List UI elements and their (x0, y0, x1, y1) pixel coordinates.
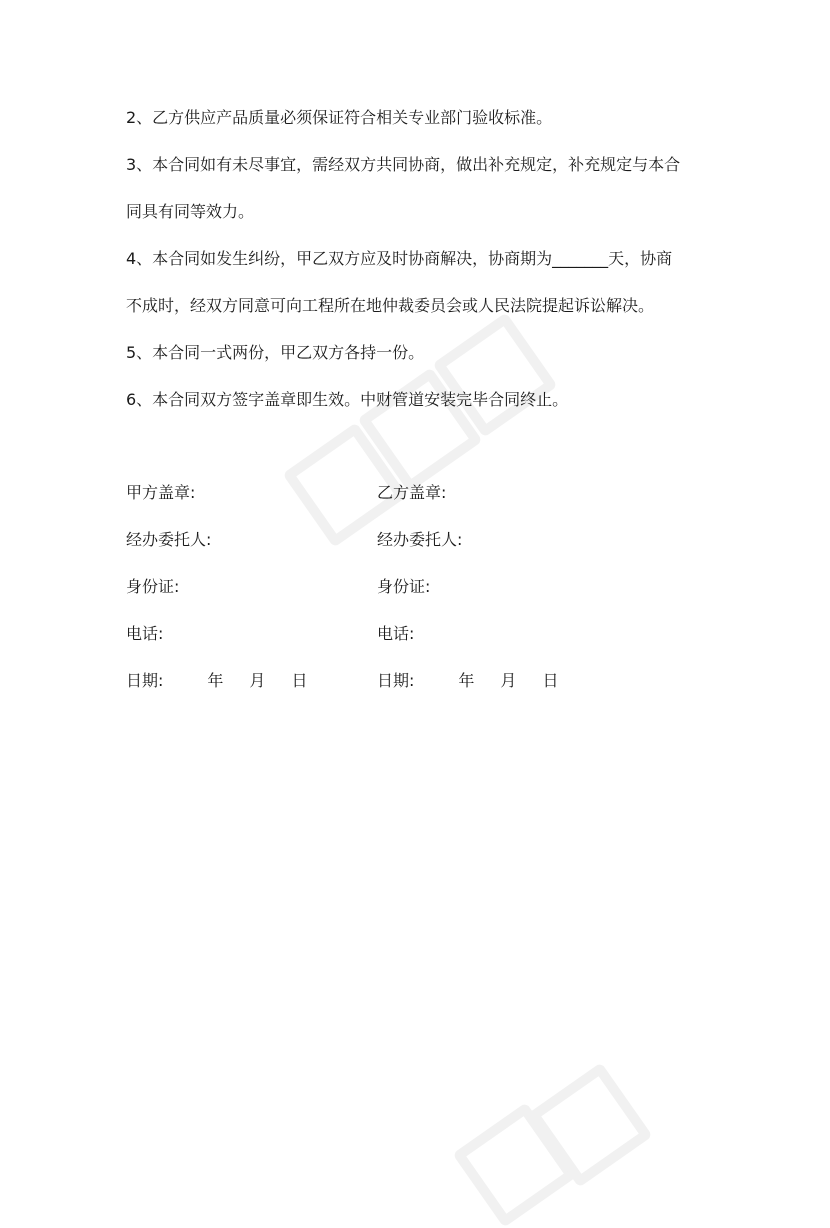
party-a-phone-label: 电话: (126, 624, 164, 643)
party-b-agent-label: 经办委托人: (377, 530, 463, 549)
party-a-agent-label: 经办委托人: (126, 530, 212, 549)
date-day: 日 (291, 671, 308, 690)
clause-line: 5、本合同一式两份，甲乙双方各持一份。 (126, 343, 425, 362)
date-month: 月 (249, 671, 266, 690)
date-year: 年 (458, 671, 475, 690)
party-a-id-label: 身份证: (126, 577, 180, 596)
party-a-date (126, 670, 307, 692)
clause-line: 3、本合同如有未尽事宜，需经双方共同协商，做出补充规定，补充规定与本合 (126, 155, 681, 174)
clause-line: 2、乙方供应产品质量必须保证符合相关专业部门验收标准。 (126, 108, 553, 127)
clause-5 (126, 329, 716, 376)
party-b-seal-label: 乙方盖章: (377, 483, 447, 502)
date-year: 年 (207, 671, 224, 690)
party-b-id-label: 身份证: (377, 577, 431, 596)
clause-line: 同具有同等效力。 (126, 202, 255, 221)
date-label: 日期: (377, 671, 415, 690)
clause-6 (126, 376, 716, 423)
clause-3 (126, 141, 716, 235)
clause-line: 不成时，经双方同意可向工程所在地仲裁委员会或人民法院提起诉讼解决。 (126, 296, 655, 315)
date-month: 月 (500, 671, 517, 690)
date-day: 日 (542, 671, 559, 690)
clause-4 (126, 235, 716, 329)
clause-2 (126, 94, 716, 141)
clause-line: 6、本合同双方签字盖章即生效。中财管道安装完毕合同终止。 (126, 390, 569, 409)
party-b-phone-label: 电话: (377, 624, 415, 643)
party-b-date (377, 670, 558, 692)
party-a-seal-label: 甲方盖章: (126, 483, 196, 502)
date-label: 日期: (126, 671, 164, 690)
clause-line: 4、本合同如发生纠纷，甲乙双方应及时协商解决，协商期为_______天，协商 (126, 249, 673, 268)
